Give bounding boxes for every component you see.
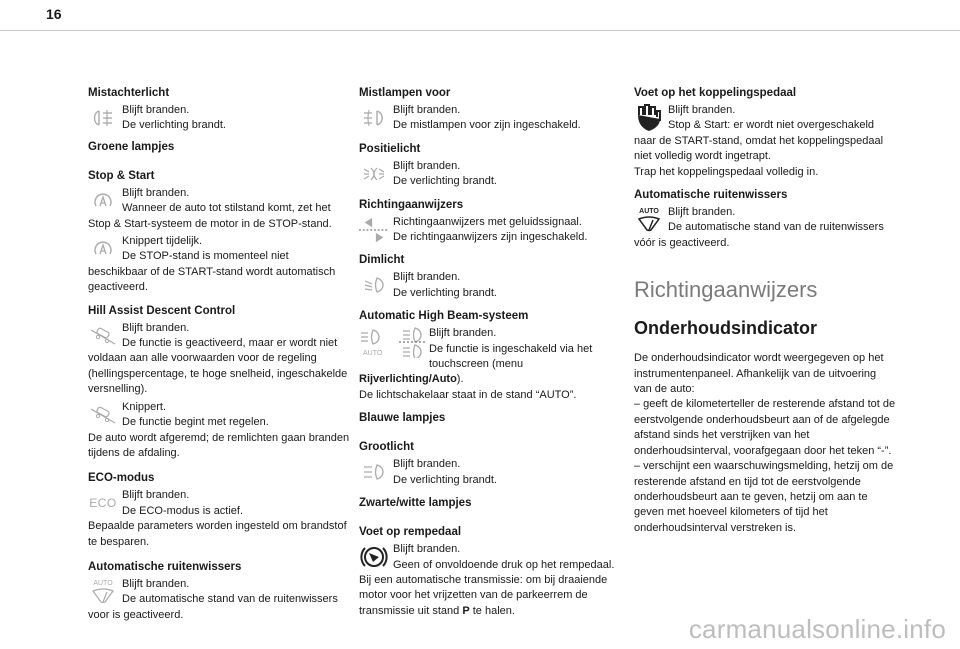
turn-signal-icon xyxy=(359,215,389,245)
eco-note: Bepaalde parameters worden ingesteld om brandstof te besparen. xyxy=(88,520,347,548)
auto-wiper-icon xyxy=(634,205,664,235)
rear-fog-icon xyxy=(88,103,118,133)
wipers-entry xyxy=(88,577,350,623)
ahb-desc-b: ). xyxy=(456,373,464,386)
hill-status-1: Blijft branden. xyxy=(122,321,190,334)
clutch-entry xyxy=(634,103,896,180)
main-beam-desc: De verlichting brandt. xyxy=(393,473,497,486)
clutch-status: Blijft branden. xyxy=(668,104,736,116)
clutch-note: Trap het koppelingspedaal volledig in. xyxy=(634,165,819,178)
position-light-icon xyxy=(359,159,389,189)
wipers3-title: Automatische ruitenwissers xyxy=(634,189,788,202)
auto-label: AUTO xyxy=(93,579,113,587)
eco-title: ECO-modus xyxy=(88,472,155,485)
brake-pedal-icon xyxy=(359,542,389,572)
section-title: Richtingaanwijzers xyxy=(634,277,818,303)
service-title: Onderhoudsindicator xyxy=(634,318,818,339)
service-bullet-1: – geeft de kilometerteller de resterende afstand tot de eerstvolgende onderhoudsbeurt aan of de afgelegde afstand sinds het verstrijken van het onderhoudsinterval, voorafgegaan door het teken “-”. xyxy=(634,398,896,457)
mist-front-title: Mistlampen voor xyxy=(359,87,451,99)
watermark: carmanualsonline.info xyxy=(688,614,946,644)
wipers-title: Automatische ruitenwissers xyxy=(88,560,242,573)
front-fog-icon xyxy=(359,103,389,133)
stop-start-title: Stop & Start xyxy=(88,169,155,182)
stop-start-entry-2 xyxy=(88,234,350,296)
ahb-menu: Rijverlichting xyxy=(359,373,429,386)
hill-desc-2: De functie begint met regelen. xyxy=(122,416,269,429)
ahb-sep: / xyxy=(428,373,432,386)
dipped-entry xyxy=(359,270,625,301)
wipers-desc: De automatische stand van de ruitenwissers voor is geactiveerd. xyxy=(88,593,338,621)
wipers3-entry xyxy=(634,205,896,251)
eco-entry xyxy=(88,488,350,550)
page-number: 16 xyxy=(46,6,62,22)
auto-high-beam-icon xyxy=(359,326,425,358)
hill-entry-2 xyxy=(88,400,350,462)
hill-entry-1 xyxy=(88,321,350,398)
indicators-title: Richtingaanwijzers xyxy=(359,198,464,211)
brake-title: Voet op rempedaal xyxy=(359,526,462,539)
service-bullet-2: – verschijnt een waarschuwingsmelding, hetzij om de resterende afstand en tijd tot de eerstvolgende onderhoudsbeurt aan te geven, hetzij om aan te geven met hoeveel kilometers of tijd het onderhoudsinterval verstreken is. xyxy=(634,460,894,534)
main-beam-icon xyxy=(359,457,389,487)
bw-heading: Zwarte/witte lampjes xyxy=(359,497,472,510)
main-beam-entry xyxy=(359,457,625,488)
ahb-status: Blijft branden. xyxy=(429,327,497,340)
hill-desc-3: De auto wordt afgeremd; de remlichten gaan branden tijdens de afdaling. xyxy=(88,431,350,459)
mist-front-desc: De mistlampen voor zijn ingeschakeld. xyxy=(393,119,581,132)
wipers-status: Blijft branden. xyxy=(122,577,190,590)
brake-note-p: P xyxy=(462,604,470,617)
ahb-note: De lichtschakelaar staat in de stand “AUTO”. xyxy=(359,388,577,401)
hill-descent-icon xyxy=(88,400,118,430)
mist-rear-entry xyxy=(88,103,350,134)
mist-rear-desc: De verlichting brandt. xyxy=(122,119,226,132)
ahb-desc-a: De functie is ingeschakeld via het touchscreen (menu xyxy=(429,342,593,371)
column-1 xyxy=(88,78,350,625)
ahb-auto: Auto xyxy=(431,373,457,386)
stop-start-desc-2: De STOP-stand is momenteel niet beschikbaar of de START-stand wordt automatisch geactiveerd. xyxy=(88,250,336,294)
stop-start-status-1: Blijft branden. xyxy=(122,186,190,199)
mist-front-entry xyxy=(359,103,625,134)
hill-desc-1: De functie is geactiveerd, maar er wordt niet voldaan aan alle voorwaarden voor de regeling (hellingspercentage, te hoge snelheid, ingeschakelde versnelling). xyxy=(88,337,348,396)
auto-hb-label: AUTO xyxy=(363,350,383,358)
main-beam-status: Blijft branden. xyxy=(393,458,461,471)
main-beam-title: Grootlicht xyxy=(359,441,414,454)
clutch-desc: Stop & Start: er wordt niet overgeschakeld naar de START-stand, omdat het koppelingspedaal niet volledig wordt ingetrapt. xyxy=(634,119,884,163)
stop-start-icon xyxy=(88,234,118,264)
column-2 xyxy=(359,78,625,621)
ahb-title: Automatic High Beam-systeem xyxy=(359,310,529,323)
clutch-pedal-icon xyxy=(634,103,664,133)
column-3 xyxy=(634,78,896,536)
eco-status: Blijft branden. xyxy=(122,489,190,502)
position-title: Positielicht xyxy=(359,142,421,155)
indicators-desc-1: Richtingaanwijzers met geluidssignaal. xyxy=(393,215,582,228)
blue-heading: Blauwe lampjes xyxy=(359,412,446,425)
service-intro: De onderhoudsindicator wordt weergegeven op het instrumentenpaneel. Afhankelijk van de uitvoering van de auto: xyxy=(634,352,884,396)
indicators-entry xyxy=(359,215,625,246)
wipers3-desc: De automatische stand van de ruitenwissers vóór is geactiveerd. xyxy=(634,221,884,249)
dipped-beam-icon xyxy=(359,270,389,300)
eco-icon-text: ECO xyxy=(89,495,117,510)
hill-descent-icon xyxy=(88,321,118,351)
brake-status: Blijft branden. xyxy=(393,543,461,556)
auto-wiper-icon xyxy=(88,577,118,607)
mist-rear-status: Blijft branden. xyxy=(122,104,190,116)
brake-entry xyxy=(359,542,625,619)
mist-front-status: Blijft branden. xyxy=(393,104,461,116)
brake-note-b: te halen. xyxy=(469,604,515,617)
mist-rear-title: Mistachterlicht xyxy=(88,87,170,99)
stop-start-entry-1 xyxy=(88,186,350,232)
hill-title: Hill Assist Descent Control xyxy=(88,304,236,317)
indicators-desc-2: De richtingaanwijzers zijn ingeschakeld. xyxy=(393,231,588,244)
eco-icon xyxy=(88,488,118,518)
dipped-desc: De verlichting brandt. xyxy=(393,286,497,299)
brake-note-a: Bij een automatische transmissie: om bij draaiende motor voor het vrijzetten van de parkeerrem de transmissie uit stand xyxy=(359,573,608,617)
position-status: Blijft branden. xyxy=(393,159,461,172)
ahb-entry xyxy=(359,326,625,403)
brake-note xyxy=(359,574,607,617)
stop-start-status-2: Knippert tijdelijk. xyxy=(122,235,203,248)
stop-start-desc-1: Wanneer de auto tot stilstand komt, zet het Stop & Start-systeem de motor in de STOP-stand. xyxy=(88,202,332,230)
brake-desc: Geen of onvoldoende druk op het rempedaal. xyxy=(393,558,615,571)
auto-label: AUTO xyxy=(639,208,659,216)
wipers3-status: Blijft branden. xyxy=(668,206,736,219)
green-heading: Groene lampjes xyxy=(88,140,175,153)
stop-start-icon xyxy=(88,186,118,216)
position-entry xyxy=(359,159,625,190)
dipped-status: Blijft branden. xyxy=(393,271,461,284)
dipped-title: Dimlicht xyxy=(359,254,405,267)
hill-status-2: Knippert. xyxy=(122,400,167,413)
header-divider xyxy=(0,30,960,31)
eco-desc: De ECO-modus is actief. xyxy=(122,504,244,517)
position-desc: De verlichting brandt. xyxy=(393,175,497,188)
clutch-title: Voet op het koppelingspedaal xyxy=(634,87,797,99)
